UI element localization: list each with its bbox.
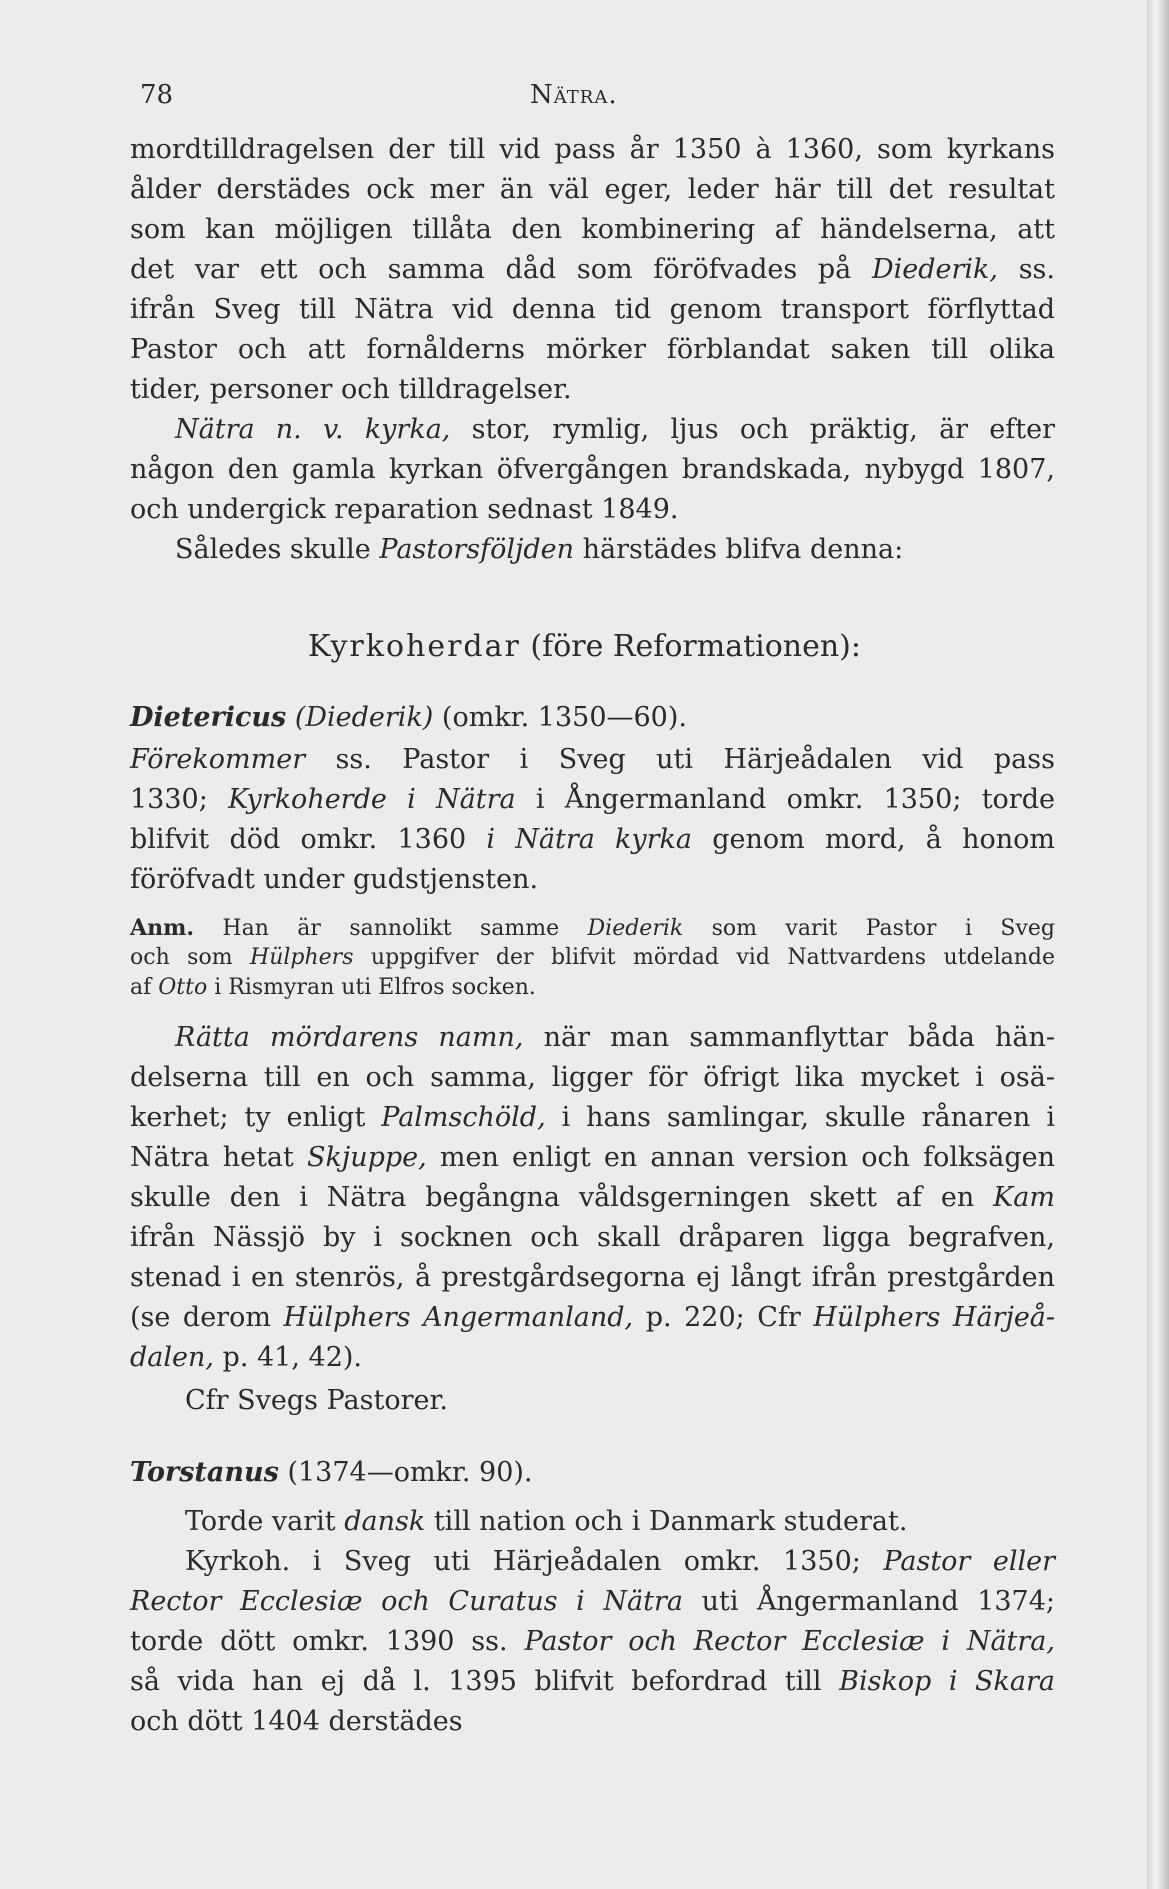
text-line: så vida han ej då l. 1395 blifvit befordrad till Biskop i Skara bbox=[130, 1666, 1055, 1697]
text-line: ifrån Nässjö by i socknen och skall dråparen ligga begrafven, bbox=[130, 1222, 1055, 1253]
text-line: någon den gamla kyrkan öfvergången brandskada, nybygd 1807, bbox=[130, 454, 1055, 485]
text-line: Rätta mördarens namn, när man sammanflyttar båda hän- bbox=[175, 1022, 1055, 1053]
text-line: delserna till en och samma, ligger för öfrigt lika mycket i osä- bbox=[130, 1062, 1055, 1093]
text-line: och dött 1404 derstädes bbox=[130, 1706, 463, 1737]
text-line: Således skulle Pastorsföljden härstädes blifva denna: bbox=[175, 534, 904, 565]
text-line: Torde varit dansk till nation och i Danmark studerat. bbox=[185, 1506, 908, 1537]
text-line: torde dött omkr. 1390 ss. Pastor och Rector Ecclesiæ i Nätra, bbox=[130, 1626, 1055, 1657]
text-line: ifrån Sveg till Nätra vid denna tid genom transport förflyttad bbox=[130, 294, 1055, 325]
note-label: Anm. bbox=[130, 915, 195, 941]
cross-reference: Cfr Svegs Pastorer. bbox=[185, 1385, 449, 1416]
text-line: blifvit död omkr. 1360 i Nätra kyrka genom mord, å honom bbox=[130, 824, 1055, 855]
text-line: Nätra n. v. kyrka, stor, rymlig, ljus och präktig, är efter bbox=[175, 414, 1055, 445]
text-line: Rector Ecclesiæ och Curatus i Nätra uti Ångermanland 1374; bbox=[130, 1586, 1056, 1617]
entry-heading-dietericus: Dietericus (Diederik) (omkr. 1350—60). bbox=[130, 702, 687, 733]
text-line: Kyrkoh. i Sveg uti Härjeådalen omkr. 1350; Pastor eller bbox=[185, 1546, 1055, 1577]
text-line: det var ett och samma dåd som föröfvades på Diederik, ss. bbox=[130, 254, 1055, 285]
text-line: föröfvadt under gudstjensten. bbox=[130, 864, 539, 895]
page-binding-edge bbox=[1147, 0, 1169, 1889]
text-line: skulle den i Nätra begångna våldsgerningen skett af en Kam bbox=[130, 1182, 1055, 1213]
section-heading: Kyrkoherdar (före Reformationen): bbox=[307, 629, 861, 664]
note-line: af Otto i Rismyran uti Elfros socken. bbox=[130, 975, 536, 1000]
text-line: kerhet; ty enligt Palmschöld, i hans samlingar, skulle rånaren i bbox=[130, 1102, 1055, 1133]
page-header bbox=[140, 80, 1050, 120]
text-line: stenad i en stenrös, å prestgårdsegorna ej långt ifrån prestgården bbox=[130, 1262, 1055, 1293]
text-line: tider, personer och tilldragelser. bbox=[130, 374, 572, 405]
note-line: och som Hülphers uppgifver der blifvit mördad vid Nattvardens utdelande bbox=[130, 945, 1055, 970]
note-line: Anm. Han är sannolikt samme Diederik som varit Pastor i Sveg bbox=[130, 915, 1056, 941]
text-line: mordtilldragelsen der till vid pass år 1350 à 1360, som kyrkans bbox=[130, 134, 1055, 165]
text-line: 1330; Kyrkoherde i Nätra i Ångermanland omkr. 1350; torde bbox=[130, 784, 1055, 815]
text-line: och undergick reparation sednast 1849. bbox=[130, 494, 679, 525]
running-title: Nätra. bbox=[530, 80, 618, 110]
text-line: ålder derstädes ock mer än väl eger, leder här till det resultat bbox=[130, 174, 1055, 205]
page-number: 78 bbox=[140, 80, 174, 110]
text-line: Nätra hetat Skjuppe, men enligt en annan version och folksägen bbox=[130, 1142, 1055, 1173]
entry-heading-torstanus: Torstanus (1374—omkr. 90). bbox=[130, 1457, 533, 1488]
text-line: dalen, p. 41, 42). bbox=[130, 1342, 362, 1373]
text-line: Förekommer ss. Pastor i Sveg uti Härjeådalen vid pass bbox=[130, 744, 1055, 775]
text-line: som kan möjligen tillåta den kombinering af händelserna, att bbox=[130, 214, 1055, 245]
text-line: Pastor och att fornålderns mörker förblandat saken till olika bbox=[130, 334, 1055, 365]
text-line: (se derom Hülphers Angermanland, p. 220; Cfr Hülphers Härjeå- bbox=[130, 1302, 1056, 1333]
